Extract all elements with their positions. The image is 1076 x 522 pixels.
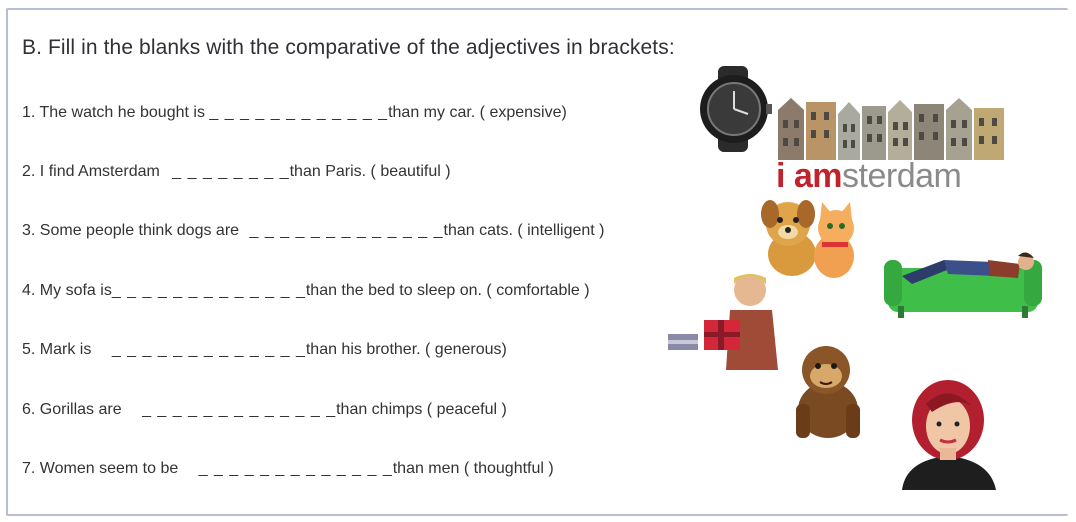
- item-text-before: Women seem to be: [39, 460, 179, 477]
- woman-icon: [892, 378, 1006, 490]
- exercise-item-1: [22, 104, 567, 122]
- man-on-sofa-icon: [884, 246, 1044, 320]
- boy-with-gift-icon: [668, 270, 784, 374]
- watch-icon: [694, 66, 774, 152]
- item-text-before: Mark is: [39, 341, 92, 358]
- answer-blank[interactable]: _ _ _ _ _ _ _ _ _ _ _ _ _: [111, 341, 306, 358]
- item-text-before: My sofa is: [39, 282, 112, 299]
- answer-blank[interactable]: _ _ _ _ _ _ _ _: [172, 163, 290, 180]
- item-text-after: than Paris. ( beautiful ): [289, 163, 451, 180]
- item-text-before: Gorillas are: [39, 401, 122, 418]
- item-text-after: than his brother. ( generous): [305, 341, 507, 358]
- logo-suffix: sterdam: [842, 157, 962, 195]
- exercise-item-4: [22, 282, 590, 300]
- i-amsterdam-logo: [776, 156, 961, 196]
- item-number: 2.: [22, 163, 36, 180]
- item-text-before: I find Amsterdam: [39, 163, 160, 180]
- gorilla-icon: [786, 342, 870, 442]
- item-text-after: than men ( thoughtful ): [392, 460, 554, 477]
- logo-prefix: i am: [776, 157, 843, 195]
- item-number: 3.: [22, 222, 36, 239]
- item-number: 1.: [22, 104, 36, 121]
- item-text-after: than cats. ( intelligent ): [443, 222, 605, 239]
- answer-blank[interactable]: _ _ _ _ _ _ _ _ _ _ _ _ _: [142, 401, 337, 418]
- item-text-after: than my car. ( expensive): [388, 104, 567, 121]
- exercise-item-7: [22, 460, 554, 478]
- answer-blank[interactable]: _ _ _ _ _ _ _ _ _ _ _ _ _: [249, 222, 444, 239]
- item-text-before: The watch he bought is: [39, 104, 205, 121]
- item-number: 4.: [22, 282, 36, 299]
- item-number: 6.: [22, 401, 36, 418]
- exercise-item-3: [22, 222, 605, 240]
- exercise-item-6: [22, 401, 507, 419]
- item-number: 7.: [22, 460, 36, 477]
- answer-blank[interactable]: _ _ _ _ _ _ _ _ _ _ _ _: [209, 104, 389, 121]
- answer-blank[interactable]: _ _ _ _ _ _ _ _ _ _ _ _ _: [198, 460, 393, 477]
- item-text-before: Some people think dogs are: [39, 222, 240, 239]
- exercise-item-5: [22, 341, 507, 359]
- item-number: 5.: [22, 341, 36, 358]
- dog-and-cat-icon: [756, 192, 866, 282]
- exercise-title: B. Fill in the blanks with the comparative of the adjectives in brackets:: [22, 36, 675, 59]
- canal-houses-icon: [778, 96, 1006, 160]
- exercise-item-2: [22, 163, 451, 181]
- answer-blank[interactable]: _ _ _ _ _ _ _ _ _ _ _ _ _: [111, 282, 306, 299]
- item-text-after: than the bed to sleep on. ( comfortable ): [305, 282, 590, 299]
- item-text-after: than chimps ( peaceful ): [336, 401, 507, 418]
